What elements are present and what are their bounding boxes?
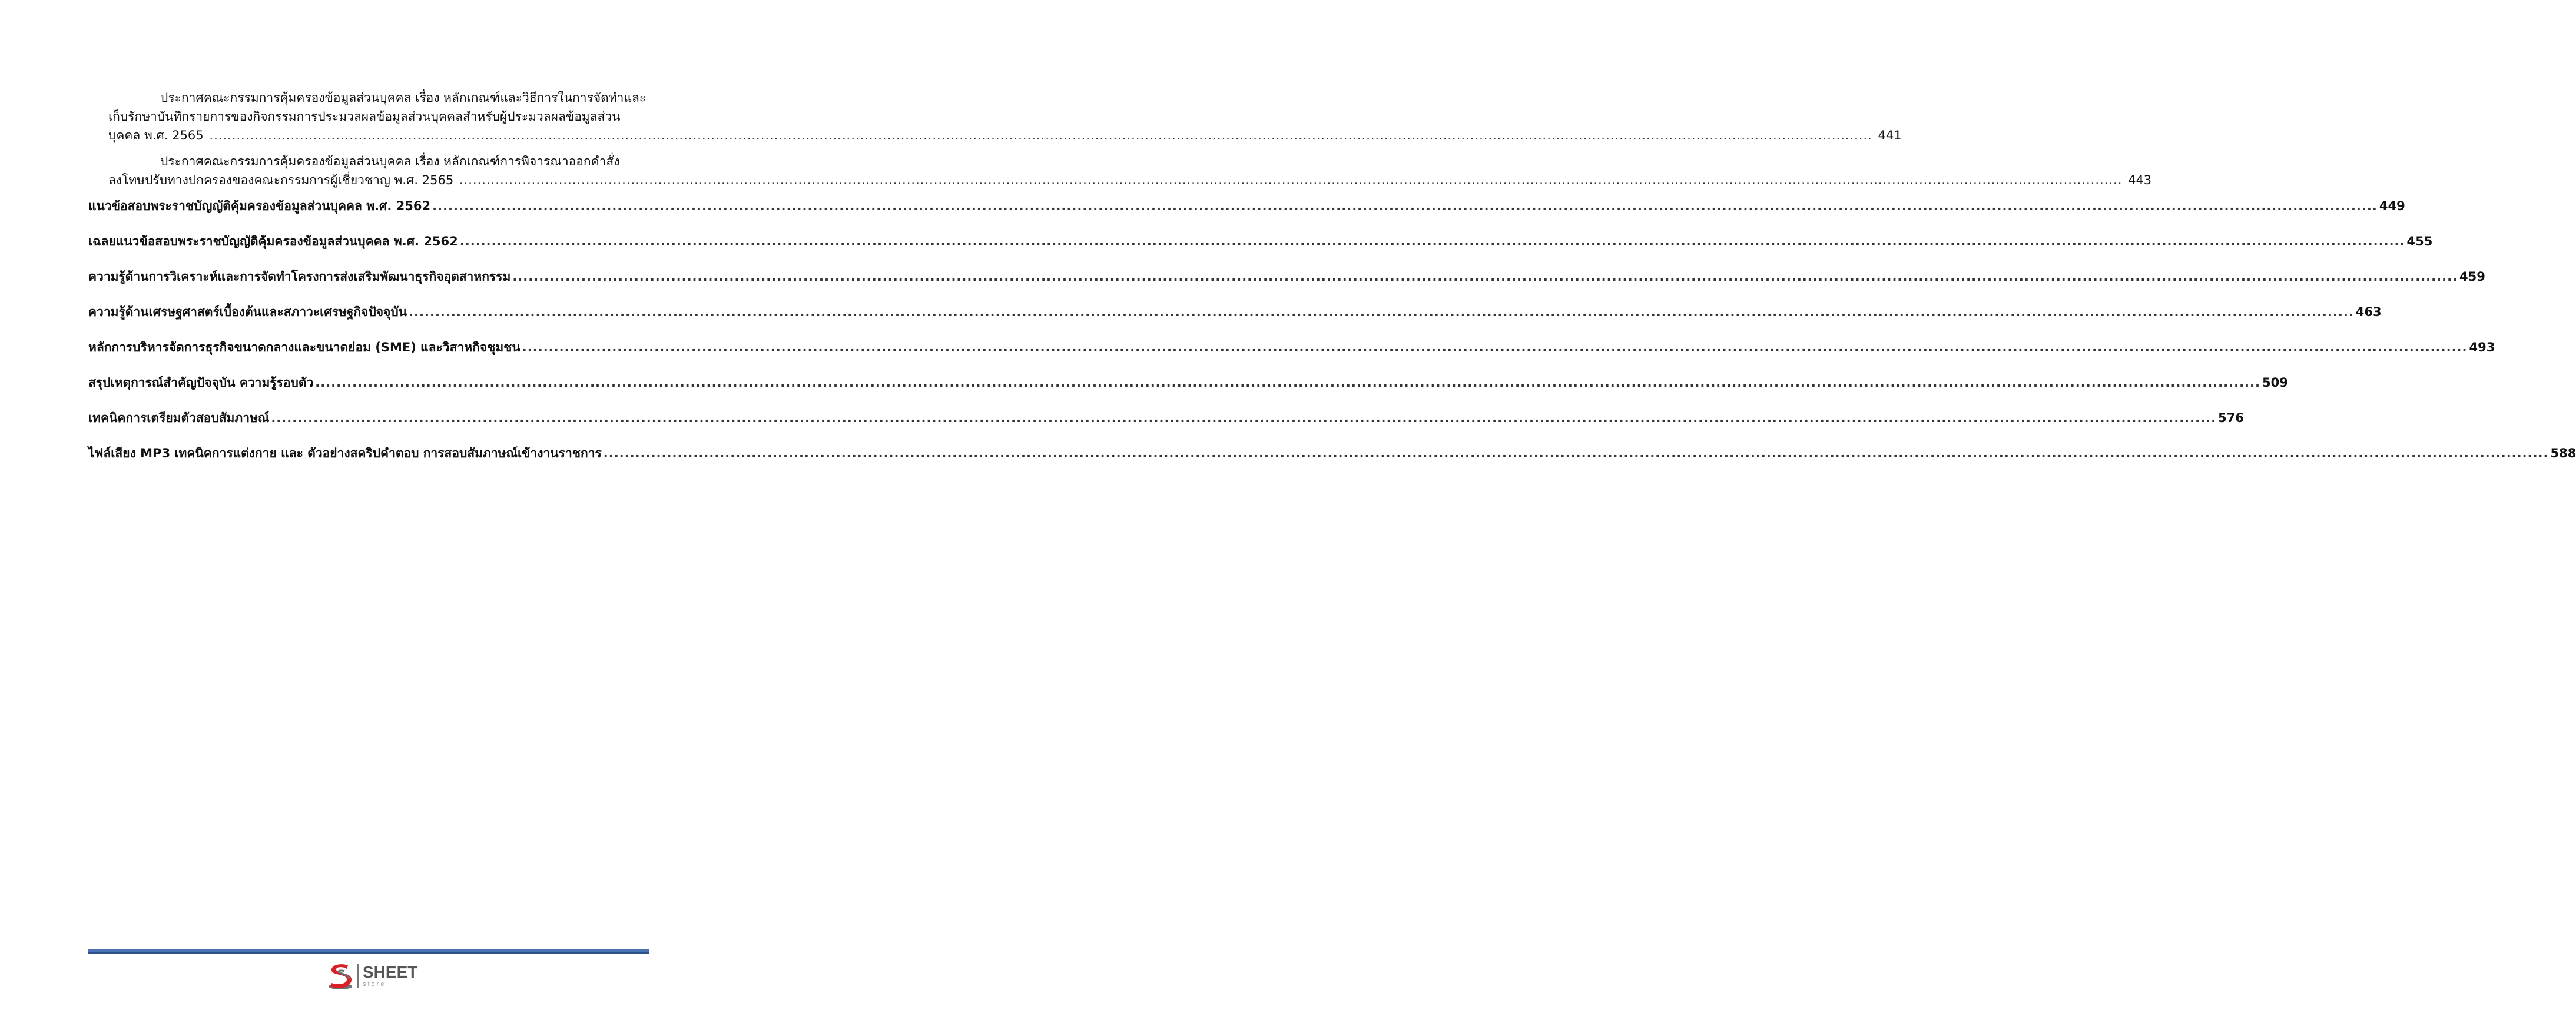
- dot-leader: [409, 303, 2354, 321]
- dot-leader: [512, 267, 2458, 286]
- dot-leader: [315, 373, 2260, 392]
- logo-wordmark: [363, 964, 417, 988]
- dot-leader: [432, 197, 2378, 215]
- footer-rule: [88, 949, 649, 954]
- toc-sub-entry: [88, 152, 2152, 190]
- toc-entry-line: [88, 171, 2152, 190]
- dot-leader: [459, 173, 2123, 187]
- logo-divider: [357, 964, 359, 988]
- toc-entry-title: เทคนิคการเตรียมตัวสอบสัมภาษณ์: [88, 411, 270, 425]
- page-number: 441: [1878, 128, 1902, 142]
- toc-entry-text: เก็บรักษาบันทึกรายการของกิจกรรมการประมวลผลข้อมูลส่วนบุคคลสำหรับผู้ประมวลผลข้อมูลส่วน: [108, 109, 621, 124]
- dot-leader: [604, 444, 2549, 463]
- page-number: 463: [2355, 305, 2382, 319]
- page-number: 443: [2128, 173, 2152, 187]
- dot-leader: [460, 232, 2405, 251]
- toc-main-entry: [88, 373, 2288, 392]
- toc-main-entry: [88, 303, 2382, 321]
- toc-entry-text: ลงโทษปรับทางปกครองของคณะกรรมการผู้เชี่ยวชาญ พ.ศ. 2565: [108, 173, 454, 187]
- toc-main-entry: [88, 197, 2405, 215]
- toc-entry-text: ประกาศคณะกรรมการคุ้มครองข้อมูลส่วนบุคคล เรื่อง หลักเกณฑ์และวิธีการในการจัดทำและ: [160, 91, 647, 105]
- toc-entry-line: [88, 126, 1902, 145]
- sheet-store-logo-icon: [327, 962, 354, 990]
- toc-entry-title: แนวข้อสอบพระราชบัญญัติคุ้มครองข้อมูลส่วนบุคคล พ.ศ. 2562: [88, 199, 431, 213]
- toc-main-entry: [88, 444, 2576, 463]
- toc-entry-text: บุคคล พ.ศ. 2565: [108, 128, 204, 142]
- page-number: 493: [2469, 340, 2495, 354]
- page-number: 459: [2459, 270, 2485, 284]
- page-number: 509: [2262, 376, 2288, 390]
- dot-leader: [209, 128, 1872, 142]
- toc-entry-title: ความรู้ด้านเศรษฐศาสตร์เบื้องต้นและสภาวะเศรษฐกิจปัจจุบัน: [88, 305, 407, 319]
- page-number: 449: [2379, 199, 2405, 213]
- page-number: 455: [2406, 234, 2433, 248]
- toc-main-entry: [88, 408, 2244, 427]
- toc-entry-text: ประกาศคณะกรรมการคุ้มครองข้อมูลส่วนบุคคล เรื่อง หลักเกณฑ์การพิจารณาออกคำสั่ง: [160, 154, 620, 168]
- toc-main-entry: [88, 267, 2485, 286]
- toc-entry-title: หลักการบริหารจัดการธุรกิจขนาดกลางและขนาดย่อม (SME) และวิสาหกิจชุมชน: [88, 340, 520, 354]
- table-of-contents: [88, 88, 2576, 479]
- page-number: 576: [2218, 411, 2244, 425]
- toc-entry-title: ไฟล์เสียง MP3 เทคนิคการแต่งกาย และ ตัวอย่างสคริปคำตอบ การสอบสัมภาษณ์เข้างานราชการ: [88, 446, 602, 460]
- logo-word: SHEET: [363, 963, 418, 981]
- toc-entry-title: ความรู้ด้านการวิเคราะห์และการจัดทำโครงการส่งเสริมพัฒนาธุรกิจอุตสาหกรรม: [88, 270, 511, 284]
- sheet-store-logo: [327, 961, 417, 991]
- toc-main-entry: [88, 338, 2495, 357]
- page-number: 588: [2550, 446, 2576, 460]
- toc-main-entry: [88, 232, 2433, 251]
- dot-leader: [271, 408, 2216, 427]
- dot-leader: [522, 338, 2468, 357]
- toc-entry-title: เฉลยแนวข้อสอบพระราชบัญญัติคุ้มครองข้อมูลส่วนบุคคล พ.ศ. 2562: [88, 234, 458, 248]
- toc-entry-title: สรุปเหตุการณ์สำคัญปัจจุบัน ความรู้รอบตัว: [88, 376, 314, 390]
- logo-subword: store: [363, 981, 386, 988]
- toc-sub-entry: [88, 88, 1902, 145]
